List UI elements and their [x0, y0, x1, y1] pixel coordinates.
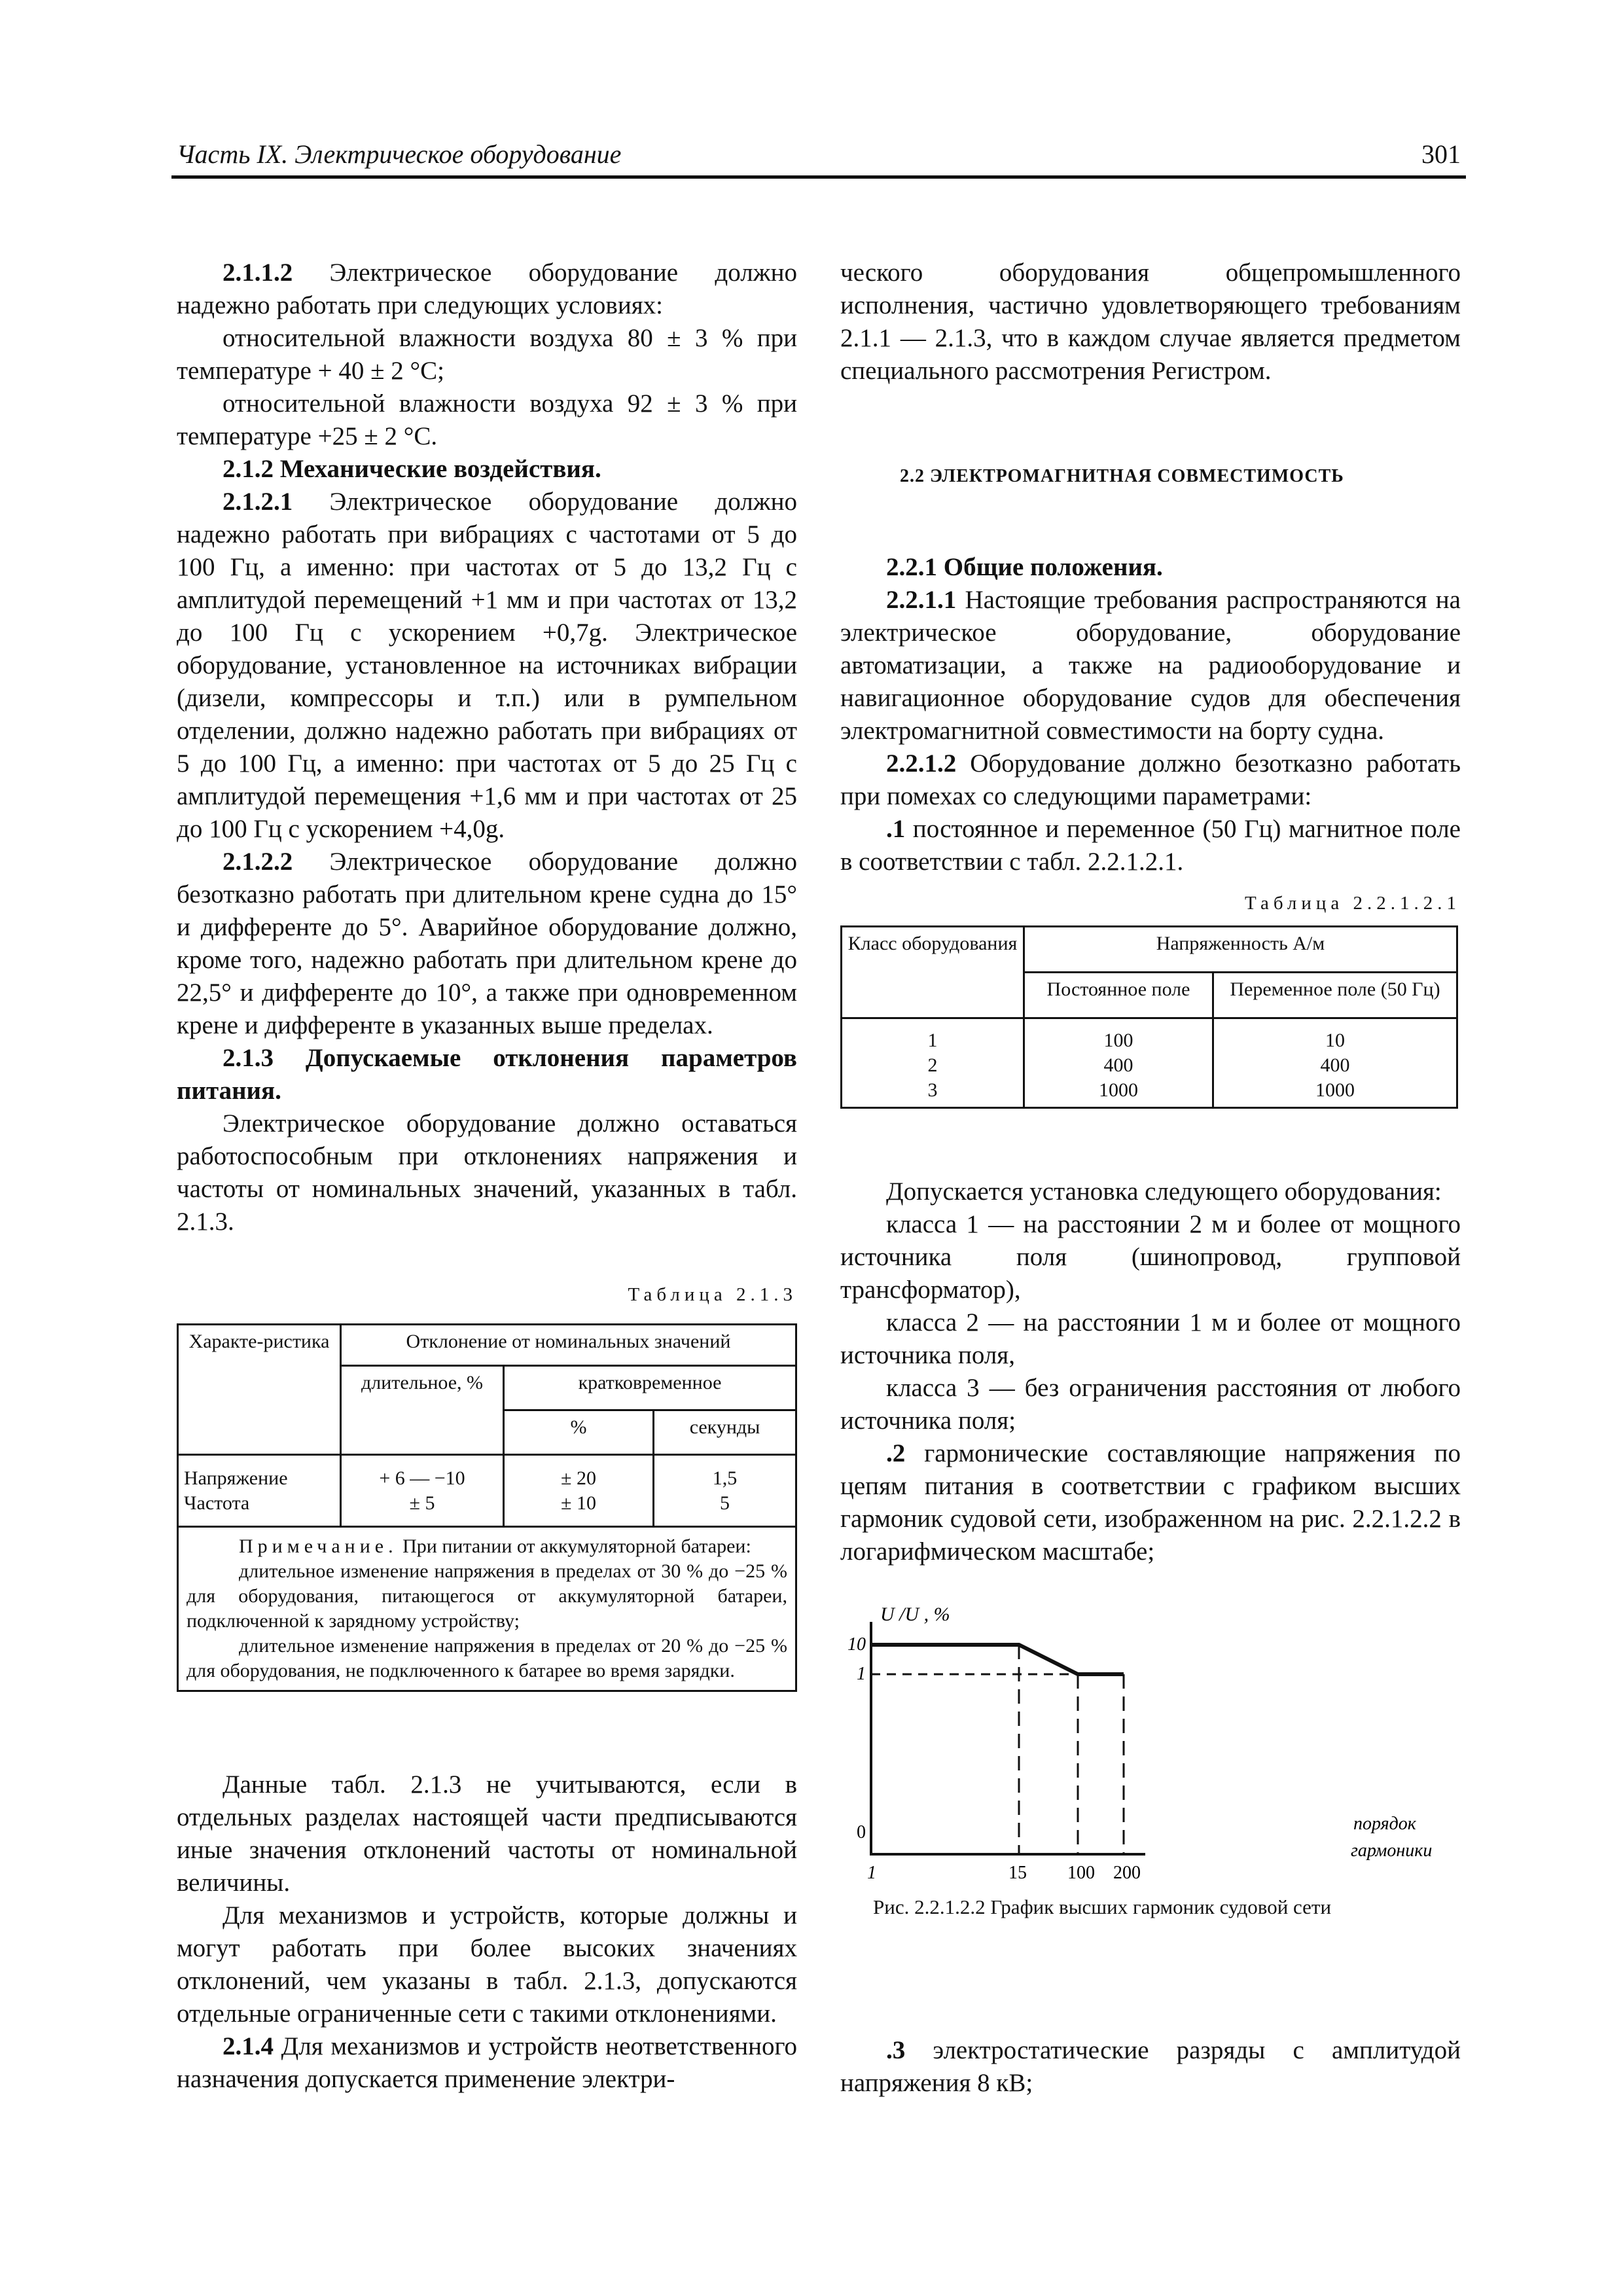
header-long: длительное, % — [341, 1366, 504, 1455]
paragraph: Данные табл. 2.1.3 не учитываются, если в отдельных разделах настоящей части предписываются иные значения отклонений частоты от номинальной величины. — [177, 1770, 797, 1897]
cell: 1 — [927, 1030, 938, 1051]
paragraph: 2.1.2.2 Электрическое оборудование должно безотказно работать при длительном крене судна до 15° и дифференте до 5°. Аварийное оборудование должно, кроме того, надежно работать при длительном крене до 22,5° и дифференте до 10°, а также при одновременном крене и дифференте в указанных выше пределах. — [177, 848, 797, 1039]
cell: 1000 — [1315, 1079, 1355, 1101]
section-heading: 2.2.1 Общие положения. — [886, 553, 1163, 581]
header-deviation: Отклонение от номинальных значений — [341, 1325, 796, 1366]
cell: 5 — [720, 1492, 730, 1514]
y-axis-label: U /U , % — [880, 1604, 950, 1625]
x-axis-label-line1: порядок — [1353, 1814, 1416, 1834]
cell: Напряжение — [184, 1467, 288, 1489]
x-tick-label: 200 — [1113, 1863, 1141, 1883]
paragraph: класса 1 — на расстоянии 2 м и более от мощного источника поля (шинопровод, групповой трансформатор), — [840, 1210, 1461, 1304]
header-percent: % — [504, 1410, 654, 1455]
cell: 1,5 — [712, 1467, 738, 1489]
paragraph: .3 электростатические разряды с амплитудой напряжения 8 кВ; — [840, 2036, 1461, 2097]
cell: 1000 — [1099, 1079, 1138, 1101]
section-heading: 2.1.2 Механические воздействия. — [223, 455, 601, 483]
header-class: Класс оборудования — [842, 927, 1024, 1018]
cell: 400 — [1320, 1054, 1350, 1076]
cell: 400 — [1103, 1054, 1133, 1076]
table-caption: Таблица 2.2.1.2.1 — [1244, 893, 1461, 914]
section-heading: 2.1.3 Допускаемые отклонения параметров питания. — [177, 1044, 797, 1105]
paragraph: относительной влажности воздуха 80 ± 3 % при температуре + 40 ± 2 °C; — [177, 324, 797, 385]
section-title: 2.2 ЭЛЕКТРОМАГНИТНАЯ СОВМЕСТИМОСТЬ — [900, 466, 1344, 486]
header-dc: Постоянное поле — [1024, 973, 1213, 1018]
cell: ± 20 — [561, 1467, 596, 1489]
running-header-title: Часть IX. Электрическое оборудование — [177, 139, 622, 169]
paragraph: 2.1.4 Для механизмов и устройств неответственного назначения допускается применение электри- — [177, 2032, 797, 2093]
series-line — [871, 1645, 1124, 1674]
header-ac: Переменное поле (50 Гц) — [1213, 973, 1457, 1018]
right-column-bottom — [840, 2034, 1461, 2100]
paragraph: класса 3 — без ограничения расстояния от любого источника поля; — [840, 1374, 1461, 1435]
page-number: 301 — [1421, 139, 1461, 169]
x-tick-label: 15 — [1008, 1863, 1027, 1883]
paragraph: Допускается установка следующего оборудования: — [886, 1177, 1442, 1206]
paragraph: относительной влажности воздуха 92 ± 3 % при температуре +25 ± 2 °C. — [177, 389, 797, 450]
paragraph: класса 2 — на расстоянии 1 м и более от мощного источника поля, — [840, 1308, 1461, 1369]
paragraph: ческого оборудования общепромышленного исполнения, частично удовлетворяющего требованиям 2.1.1 — 2.1.3, что в каждом случае является предметом специального рассмотрения Регистром. — [840, 259, 1461, 385]
x-axis-label-line2: гармоники — [1351, 1840, 1433, 1861]
paragraph: Электрическое оборудование должно оставаться работоспособным при отклонениях напряжения и частоты от номинальных значений, указанных в табл. 2.1.3. — [177, 1109, 797, 1236]
paragraph: .1 постоянное и переменное (50 Гц) магнитное поле в соответствии с табл. 2.2.1.2.1. — [840, 815, 1461, 876]
cell: 10 — [1325, 1030, 1345, 1051]
paragraph: 2.1.2.1 Электрическое оборудование должно надежно работать при вибрациях с частотами от 5 до 100 Гц, а именно: при частотах от 5 до 13,2 Гц с амплитудой перемещений +1 мм и при частотах от 13,2 до 100 Гц с ускорением +0,7g. Электрическое оборудование, установленное на источниках вибрации (дизели, компрессоры и т.п.) или в румпельном отделении, должно надежно работать при вибрациях от 5 до 100 Гц, а именно: при частотах от 5 до 25 Гц с амплитудой перемещения +1,6 мм и при частотах от 25 до 100 Гц с ускорением +4,0g. — [177, 488, 797, 843]
cell: ± 5 — [409, 1492, 435, 1514]
header-characteristic: Характе-ристика — [178, 1325, 341, 1455]
x-tick-label: 1 — [867, 1863, 876, 1883]
header-strength: Напряженность А/м — [1024, 927, 1457, 973]
paragraph: Для механизмов и устройств, которые должны и могут работать при более высоких значениях отклонений, чем указаны в табл. 2.1.3, допускаются отдельные ограниченные сети с такими отклонениями. — [177, 1901, 797, 2028]
cell: 3 — [927, 1079, 938, 1101]
y-tick-label: 10 — [847, 1634, 866, 1655]
note-text: длительное изменение напряжения в пределах от 20 % до −25 % для оборудования, не подключенного к батарее во время зарядки. — [187, 1635, 787, 1681]
note-text: длительное изменение напряжения в пределах от 30 % до −25 % для оборудования, питающегося от аккумуляторной батареи, подключенной к зарядному устройству; — [187, 1560, 787, 1632]
cell: + 6 — −10 — [379, 1467, 465, 1489]
cell: 2 — [927, 1054, 938, 1076]
paragraph: 2.2.1.2 Оборудование должно безотказно работать при помехах со следующими параметрами: — [840, 749, 1461, 810]
header-seconds: секунды — [654, 1410, 796, 1455]
header-short: кратковременное — [504, 1366, 796, 1410]
cell: ± 10 — [561, 1492, 596, 1514]
paragraph: .2 гармонические составляющие напряжения по цепям питания в соответствии с графиком высших гармоник судовой сети, изображенном на рис. 2.2.1.2.2 в логарифмическом масштабе; — [840, 1439, 1461, 1566]
figure-caption: Рис. 2.2.1.2.2 График высших гармоник судовой сети — [873, 1895, 1332, 1918]
cell: 100 — [1103, 1030, 1133, 1051]
paragraph: 2.2.1.1 Настоящие требования распространяются на электрическое оборудование, оборудование автоматизации, а также на радиооборудование и навигационное оборудование судов для обеспечения электромагнитной совместимости на борту судна. — [840, 586, 1461, 745]
paragraph: 2.1.1.2 Электрическое оборудование должно надежно работать при следующих условиях: — [177, 259, 797, 319]
table-caption: Таблица 2.1.3 — [628, 1284, 797, 1305]
cell: Частота — [184, 1492, 250, 1514]
y-tick-label: 0 — [857, 1822, 866, 1842]
note-text: При питании от аккумуляторной батареи: — [397, 1535, 751, 1557]
x-tick-label: 100 — [1067, 1863, 1095, 1883]
note-label: Примечание. — [239, 1535, 398, 1557]
y-tick-label: 1 — [857, 1664, 866, 1684]
